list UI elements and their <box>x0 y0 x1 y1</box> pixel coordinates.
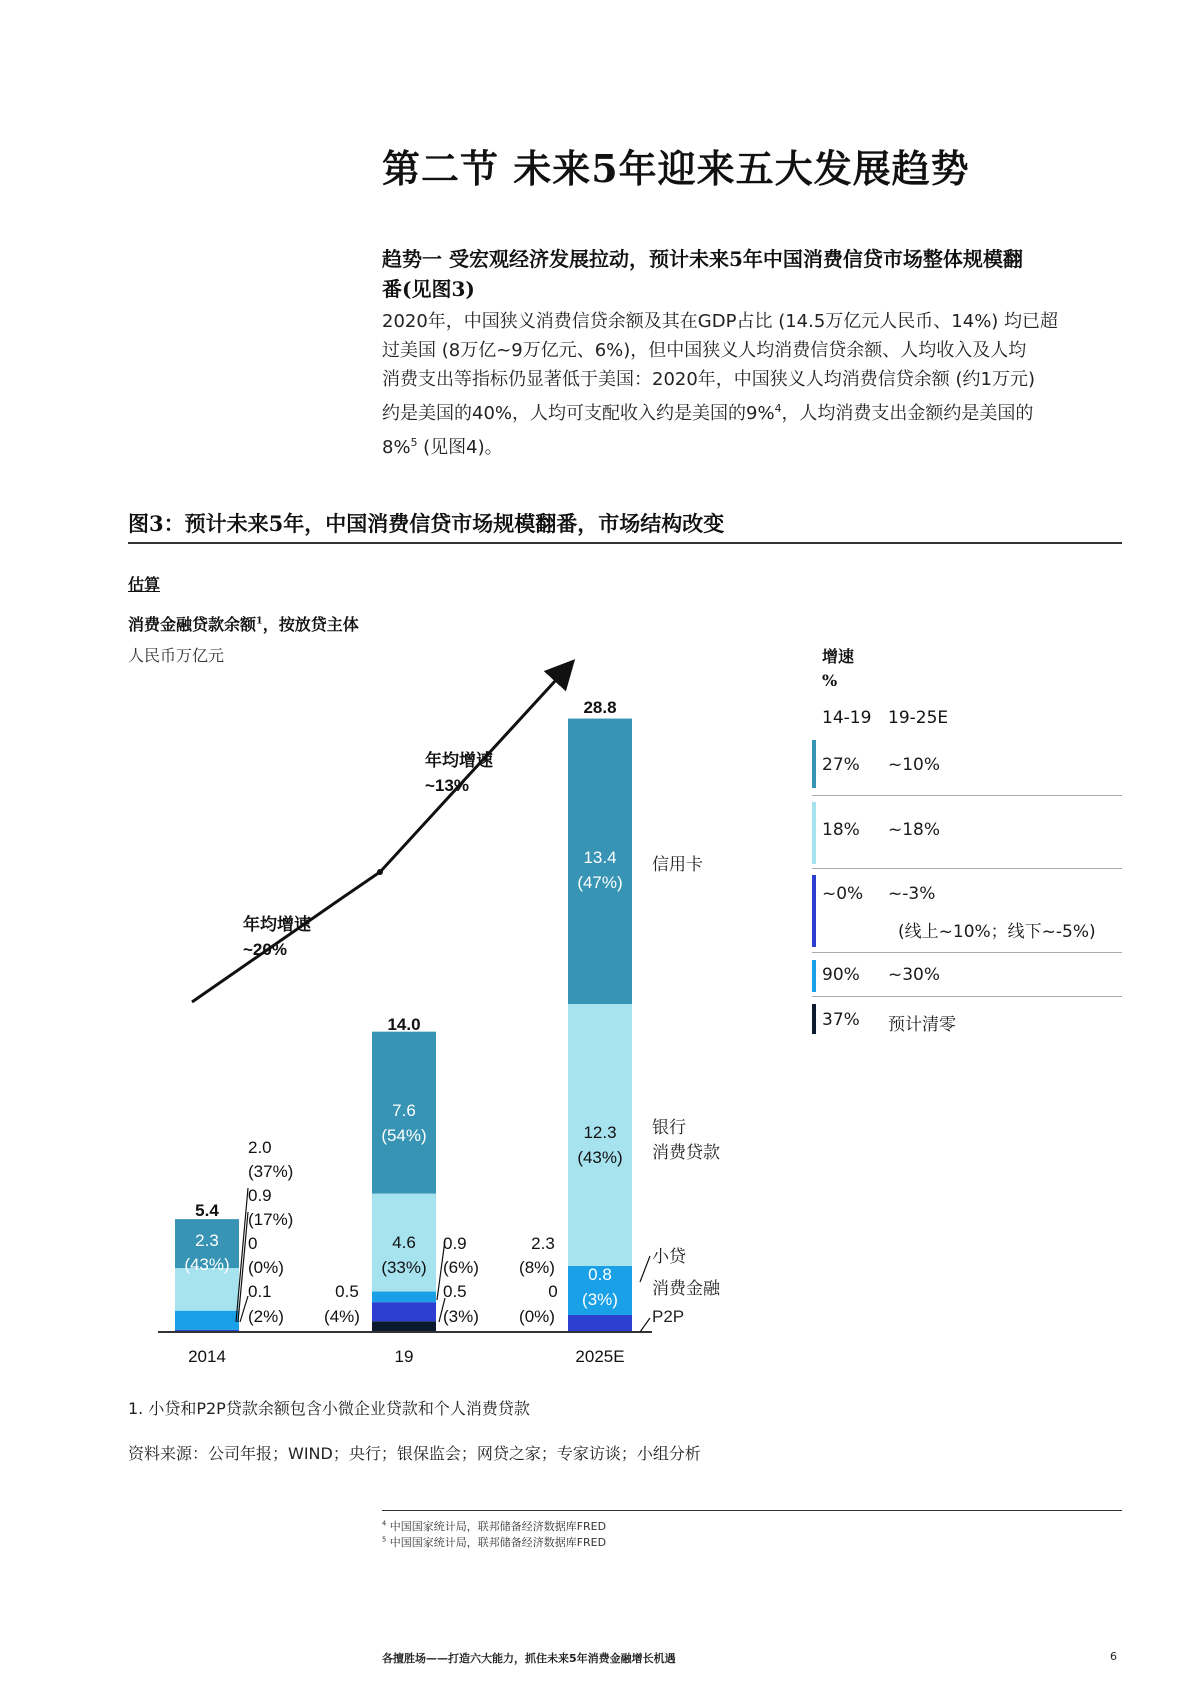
row-divider <box>812 868 1122 869</box>
growth-value-1925: ~30% <box>888 965 941 985</box>
growth-value-1925: ~-3% <box>888 884 936 904</box>
segment-value-label: 0.8 <box>588 1265 612 1284</box>
trend-heading-line: 番(见图3) <box>382 277 475 301</box>
footnote-text: 中国国家统计局，联邦储备经济数据库FRED <box>389 1536 607 1549</box>
chart-title-footnote-ref: 1 <box>256 615 263 627</box>
segment-value-label: 7.6 <box>392 1101 416 1120</box>
segment-share-label: (47%) <box>577 873 623 892</box>
bar-total-label: 14.0 <box>387 1015 421 1034</box>
estimate-label: 估算 <box>128 575 161 594</box>
growth-row-color-bar <box>812 802 816 864</box>
row-divider <box>812 996 1122 997</box>
row-divider <box>812 952 1122 953</box>
segment-name-label: 消费贷款 <box>652 1143 720 1162</box>
footnote <box>382 1518 606 1534</box>
footer-title: 各擅胜场——打造六大能力，抓住未来5年消费金融增长机遇 <box>382 1652 676 1665</box>
cagr-value-2: ~13% <box>425 776 469 795</box>
growth-note: (线上~10%；线下~-5%) <box>898 922 1096 942</box>
growth-heading: 增速 <box>822 647 855 666</box>
growth-value-1419: 18% <box>822 820 860 840</box>
segment-value-label: 0 <box>548 1282 558 1301</box>
leader-line <box>640 1256 650 1282</box>
page-number: 6 <box>1110 1650 1117 1663</box>
segment-share-label: (3%) <box>582 1290 618 1309</box>
segment-value-label: 2.3 <box>195 1231 219 1250</box>
footnote-number: 4 <box>382 1519 387 1528</box>
growth-value-1925: 预计清零 <box>888 1015 956 1035</box>
row-divider <box>812 795 1122 796</box>
cagr-arrow-joint <box>377 869 383 875</box>
growth-row-color-bar <box>812 960 816 992</box>
bar-total-label: 5.4 <box>195 1201 219 1220</box>
leader-line <box>240 1296 248 1322</box>
growth-row-color-bar <box>812 740 816 788</box>
growth-row-color-bar <box>812 875 816 947</box>
leader-line <box>640 1318 650 1332</box>
segment-share-label: (4%) <box>324 1307 360 1326</box>
cagr-label-1: 年均增速 <box>243 915 311 934</box>
bar-segment <box>372 1321 436 1332</box>
growth-row-color-bar <box>812 1004 816 1034</box>
segment-share-label: (33%) <box>381 1258 427 1277</box>
body-text: ，人均消费支出金额约是美国的 <box>781 403 1034 424</box>
growth-value-1419: 37% <box>822 1010 860 1030</box>
segment-share-label: (0%) <box>519 1307 555 1326</box>
bar-segment <box>175 1311 239 1330</box>
segment-share-label: (3%) <box>443 1307 479 1326</box>
segment-share-label: (37%) <box>248 1162 294 1181</box>
chart-note: 1. 小贷和P2P贷款余额包含小微企业贷款和个人消费贷款 <box>128 1399 530 1418</box>
segment-share-label: (6%) <box>443 1258 479 1277</box>
segment-name-label: 小贷 <box>652 1247 686 1266</box>
footnote <box>382 1534 606 1550</box>
body-line: 过美国 (8万亿~9万亿元、6%)，但中国狭义人均消费信贷余额、人均收入及人均 <box>382 340 1027 361</box>
segment-value-label: 12.3 <box>583 1123 617 1142</box>
segment-name-label: 银行 <box>652 1118 686 1137</box>
footnote-rule <box>382 1510 1122 1511</box>
figure-title: 图3：预计未来5年，中国消费信贷市场规模翻番，市场结构改变 <box>128 511 725 536</box>
page-title: 第二节 未来5年迎来五大发展趋势 <box>382 146 970 191</box>
trend-heading-line: 趋势一 受宏观经济发展拉动，预计未来5年中国消费信贷市场整体规模翻 <box>382 247 1023 271</box>
x-tick-label: 2025E <box>575 1347 625 1366</box>
growth-value-1419: 90% <box>822 965 860 985</box>
segment-value-label: 0.5 <box>335 1282 359 1301</box>
chart-title-suffix: ，按放贷主体 <box>262 615 359 634</box>
segment-share-label: (2%) <box>248 1307 284 1326</box>
segment-value-label: 2.3 <box>531 1234 555 1253</box>
segment-value-label: 0 <box>248 1234 258 1253</box>
chart-source: 资料来源：公司年报；WIND；央行；银保监会；网贷之家；专家访谈；小组分析 <box>128 1444 701 1463</box>
growth-unit: % <box>822 671 838 690</box>
body-text: 约是美国的40%，人均可支配收入约是美国的9% <box>382 403 775 424</box>
x-tick-label: 19 <box>394 1347 414 1366</box>
leader-line <box>238 1212 248 1322</box>
growth-value-1925: ~10% <box>888 755 941 775</box>
segment-share-label: (43%) <box>184 1255 230 1274</box>
body-text: (见图4)。 <box>417 437 503 458</box>
growth-col-header-2: 19-25E <box>888 708 949 728</box>
chart-title-text: 消费金融贷款余额 <box>128 615 257 634</box>
segment-value-label: 0.9 <box>248 1186 272 1205</box>
bar-total-label: 28.8 <box>583 698 617 717</box>
segment-share-label: (54%) <box>381 1126 427 1145</box>
footnote-ref[interactable]: 4 <box>774 402 782 415</box>
growth-value-1925: ~18% <box>888 820 941 840</box>
body-line: 2020年，中国狭义消费信贷余额及其在GDP占比 (14.5万亿元人民币、14%) 均已超 <box>382 311 1059 332</box>
segment-value-label: 2.0 <box>248 1138 272 1157</box>
body-line: 消费支出等指标仍显著低于美国：2020年，中国狭义人均消费信贷余额 (约1万元) <box>382 369 1036 390</box>
footnote-ref[interactable]: 5 <box>410 436 418 449</box>
segment-value-label: 4.6 <box>392 1233 416 1252</box>
segment-share-label: (0%) <box>248 1258 284 1277</box>
x-tick-label: 2014 <box>188 1347 226 1366</box>
segment-name-label: 消费金融 <box>652 1279 720 1298</box>
segment-value-label: 13.4 <box>583 848 617 867</box>
growth-col-header-1: 14-19 <box>822 708 872 728</box>
segment-value-label: 0.1 <box>248 1282 272 1301</box>
footnote-text: 中国国家统计局，联邦储备经济数据库FRED <box>389 1520 607 1533</box>
body-text: 8% <box>382 437 411 458</box>
segment-name-label: P2P <box>652 1307 685 1326</box>
cagr-value-1: ~20% <box>243 940 287 959</box>
segment-name-label: 信用卡 <box>652 855 703 874</box>
cagr-label-2: 年均增速 <box>425 751 493 770</box>
growth-table <box>822 644 1122 690</box>
bar-segment <box>175 1268 239 1311</box>
segment-share-label: (43%) <box>577 1148 623 1167</box>
segment-share-label: (17%) <box>248 1210 294 1229</box>
segment-value-label: 0.5 <box>443 1282 467 1301</box>
bar-segment <box>568 1315 632 1332</box>
bar-segment <box>372 1292 436 1303</box>
segment-share-label: (8%) <box>519 1258 555 1277</box>
growth-value-1419: ~0% <box>822 884 864 904</box>
growth-value-1419: 27% <box>822 755 860 775</box>
footnote-number: 5 <box>382 1535 387 1544</box>
segment-value-label: 0.9 <box>443 1234 467 1253</box>
chart-unit: 人民币万亿元 <box>128 646 225 665</box>
bar-segment <box>372 1302 436 1321</box>
